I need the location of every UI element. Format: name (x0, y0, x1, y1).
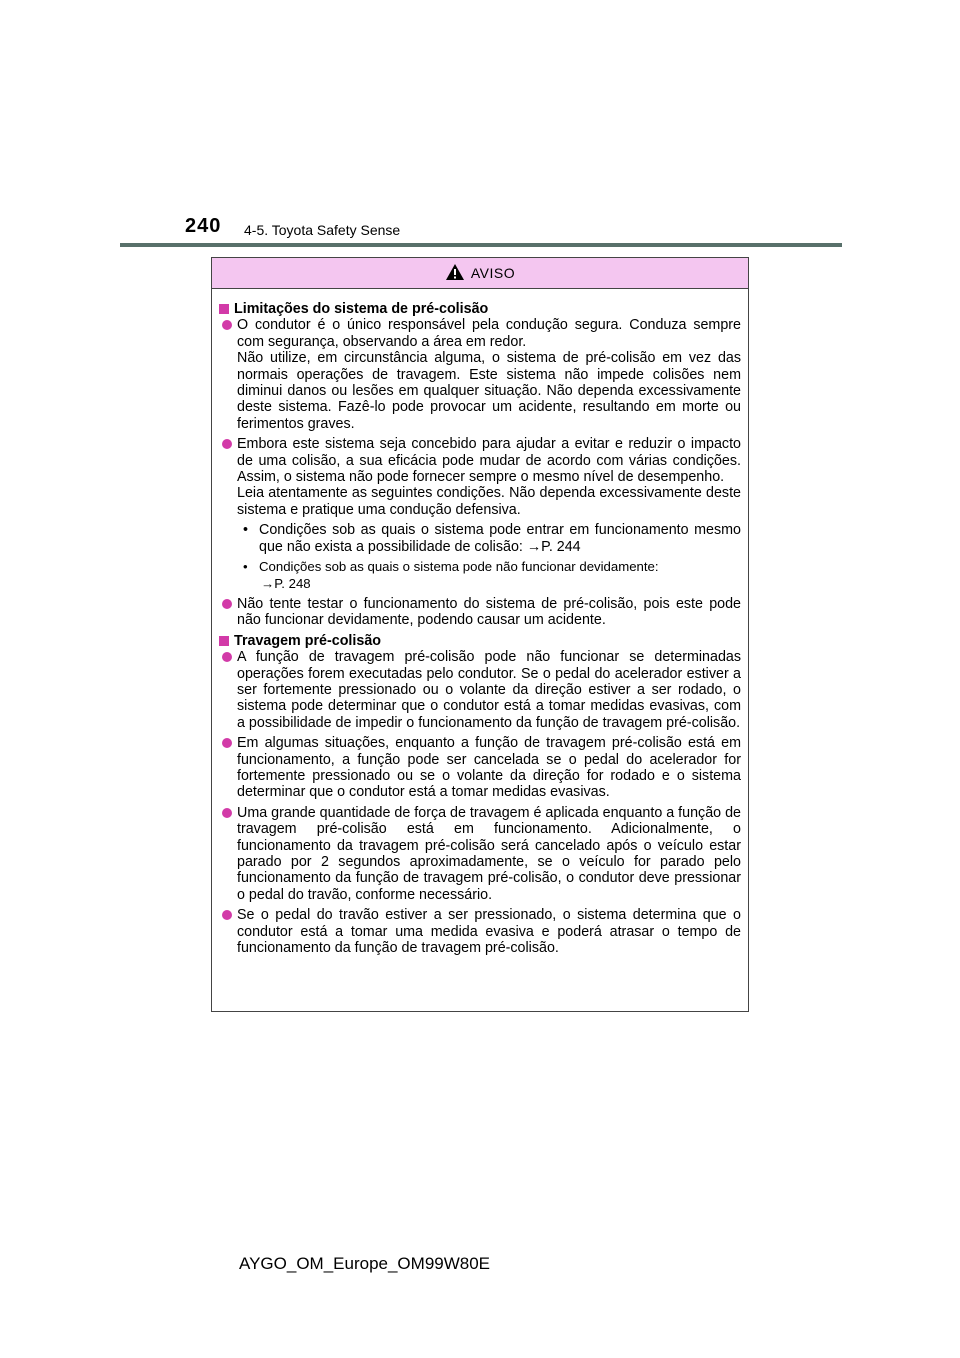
page-number: 240 (185, 215, 222, 237)
list-item (219, 596, 741, 629)
paragraph: Não tente testar o funcionamento do sistema de pré-colisão, pois este pode não funcionar devidamente, podendo causar um acidente. (237, 595, 741, 629)
list-item (219, 735, 741, 801)
paragraph: Não utilize, em circunstância alguma, o sistema de pré-colisão em vez das normais operações de travagem. Este sistema não impede colisões nem diminui danos ou lesões em qualquer situação. Não dependa excessivamente deste sistema. Fazê-lo pode provocar um acidente, resultando em morte ou ferimentos graves. (237, 350, 741, 432)
square-bullet-icon (219, 304, 229, 314)
list-item (219, 436, 741, 518)
round-bullet-icon (222, 320, 232, 330)
paragraph: Leia atentamente as seguintes condições. Não dependa excessivamente deste sistema e pratique uma condução defensiva. (237, 485, 741, 518)
warning-header (212, 258, 748, 289)
section-title: 4-5. Toyota Safety Sense (244, 222, 401, 238)
warning-label: AVISO (470, 265, 516, 281)
round-bullet-icon (222, 910, 232, 920)
list-item (219, 317, 741, 432)
warning-body (212, 289, 748, 956)
warning-triangle-icon (445, 263, 465, 281)
square-bullet-icon (219, 636, 229, 646)
round-bullet-icon (222, 738, 232, 748)
list-item (219, 649, 741, 731)
topic-heading (219, 301, 741, 317)
list-item (219, 907, 741, 956)
document-code: AYGO_OM_Europe_OM99W80E (239, 1254, 491, 1273)
round-bullet-icon (222, 808, 232, 818)
paragraph: A função de travagem pré-colisão pode não funcionar se determinadas operações forem executadas pelo condutor. Se o pedal do acelerador estiver a ser fortemente pressionado ou o volante da direção estiver a ser rodado, o sistema pode determinar que o condutor está a tomar medidas evasivas, com a possibilidade de impedir o funcionamento da função de travagem pré-colisão. (237, 649, 741, 731)
page-reference[interactable]: →P. 248 (261, 575, 311, 591)
header-rule (120, 243, 842, 247)
paragraph: O condutor é o único responsável pela condução segura. Conduza sempre com segurança, observando a área em redor. (237, 317, 741, 350)
topic-title: Limitações do sistema de pré-colisão (234, 301, 489, 317)
paragraph: Uma grande quantidade de força de travagem é aplicada enquanto a função de travagem pré-colisão está em funcionamento. Adicionalmente, o funcionamento da travagem pré-colisão será cancelado após o veículo estar parado por 2 segundos aproximadamente, se o veículo for parado pelo funcionamento da função de travagem pré-colisão, o condutor deve pressionar o pedal do travão, conforme necessário. (237, 804, 741, 903)
paragraph: Se o pedal do travão estiver a ser pressionado, o sistema determina que o condutor está a tomar uma medida evasiva e poderá atrasar o tempo de funcionamento da função de travagem pré-colisão. (237, 907, 741, 957)
paragraph: Em algumas situações, enquanto a função de travagem pré-colisão está em funcionamento, a função pode ser cancelada se o pedal do acelerador for fortemente pressionado ou se o volante da direção for rodado e o sistema determinar que o condutor está a tomar medidas evasivas. (237, 735, 741, 801)
small-bullet-icon: • (243, 559, 248, 575)
list-item (219, 805, 741, 903)
sub-list-item (219, 522, 741, 555)
topic-title: Travagem pré-colisão (234, 632, 382, 649)
paragraph: Embora este sistema seja concebido para ajudar a evitar e reduzir o impacto de uma colisão, a sua eficácia pode mudar de acordo com várias condições. Assim, o sistema não pode fornecer sempre o mesmo nível de desempenho. (237, 436, 741, 486)
sub-text: Condições sob as quais o sistema pode entrar em funcionamento mesmo que não exista a possibilidade de colisão: →P. 244 (259, 522, 741, 555)
round-bullet-icon (222, 439, 232, 449)
small-bullet-icon: • (243, 522, 249, 539)
topic-heading (219, 633, 741, 649)
warning-box (211, 257, 749, 1012)
round-bullet-icon (222, 652, 232, 662)
sub-text: Condições sob as quais o sistema pode não funcionar devidamente: (259, 559, 659, 575)
round-bullet-icon (222, 599, 232, 609)
sub-list-item (219, 559, 741, 592)
